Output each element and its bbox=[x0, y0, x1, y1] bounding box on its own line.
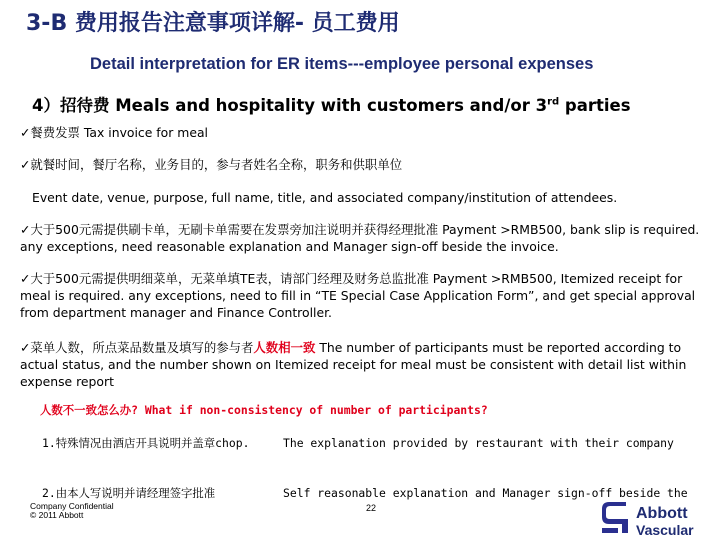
checkmark-icon: ✓ bbox=[20, 340, 31, 355]
checkmark-icon: ✓ bbox=[20, 222, 31, 237]
bullet-bank-slip bbox=[20, 221, 710, 255]
bullet-participant-count bbox=[20, 339, 710, 390]
checkmark-icon: ✓ bbox=[20, 157, 31, 172]
solution-2-cn: 2.由本人写说明并请经理签字批准 bbox=[42, 486, 216, 500]
bullet-text: 就餐时间，餐厅名称，业务目的，参与者姓名全称，职务和供职单位 bbox=[30, 157, 403, 172]
bullet-text-post: The number of participants must be reported according to actual status, and the number shown on Itemized receipt for meal must be consistent with detail list within expense report bbox=[20, 340, 687, 389]
page-number: 22 bbox=[366, 503, 377, 513]
abbott-logo-icon bbox=[596, 497, 718, 539]
bullet-itemized-receipt bbox=[20, 270, 710, 321]
checkmark-icon: ✓ bbox=[20, 271, 31, 286]
footer-notice bbox=[30, 502, 114, 520]
bullet-text: 餐费发票 Tax invoice for meal bbox=[30, 125, 209, 140]
checkmark-icon: ✓ bbox=[20, 125, 31, 140]
bullet-text-pre: 菜单人数，所点菜品数量及填写的参与者 bbox=[30, 340, 254, 355]
logo-name: Abbott bbox=[636, 505, 688, 522]
page-subtitle: Detail interpretation for ER items---employee personal expenses bbox=[90, 55, 594, 73]
bullet-attendee-info-en: Event date, venue, purpose, full name, title, and associated company/institution of attendees. bbox=[32, 190, 618, 205]
highlight-consistent: 人数相一致 bbox=[253, 340, 316, 355]
section-heading-sup: rd bbox=[547, 96, 560, 108]
section-heading-main: 4）招待费 Meals and hospitality with customers and/or 3 bbox=[32, 96, 548, 115]
logo-division: Vascular bbox=[636, 522, 694, 538]
bullet-text: 大于500元需提供刷卡单，无刷卡单需要在发票旁加注说明并获得经理批准 Payment >RMB500, bank slip is required. any exceptions, need reasonable explanation and Manager sign-off beside the invoice. bbox=[20, 222, 700, 254]
bullet-tax-invoice bbox=[20, 124, 710, 141]
section-heading-tail: parties bbox=[559, 96, 631, 115]
solution-2-en: Self reasonable explanation and Manager sign-off beside the bbox=[283, 486, 688, 500]
solution-1-cn: 1.特殊情况由酒店开具说明并盖章chop. bbox=[42, 436, 250, 450]
copyright-label: © 2011 Abbott bbox=[30, 510, 84, 520]
section-heading bbox=[32, 92, 631, 116]
solution-1-en: The explanation provided by restaurant with their company bbox=[283, 436, 674, 450]
inconsistency-question: 人数不一致怎么办? What if non-consistency of number of participants? bbox=[40, 403, 488, 417]
bullet-text: 大于500元需提供明细菜单，无菜单填TE表，请部门经理及财务总监批准 Payment >RMB500, Itemized receipt for meal is required. any exceptions, need to fill in “TE Special Case Application Form”, and get special approval from department manager and Finance Controller. bbox=[20, 271, 696, 320]
page-title: 3-B 费用报告注意事项详解- 员工费用 bbox=[26, 11, 400, 36]
abbott-logo-mark bbox=[596, 497, 718, 539]
confidential-label: Company Confidential bbox=[30, 501, 114, 511]
bullet-attendee-info bbox=[20, 156, 710, 173]
